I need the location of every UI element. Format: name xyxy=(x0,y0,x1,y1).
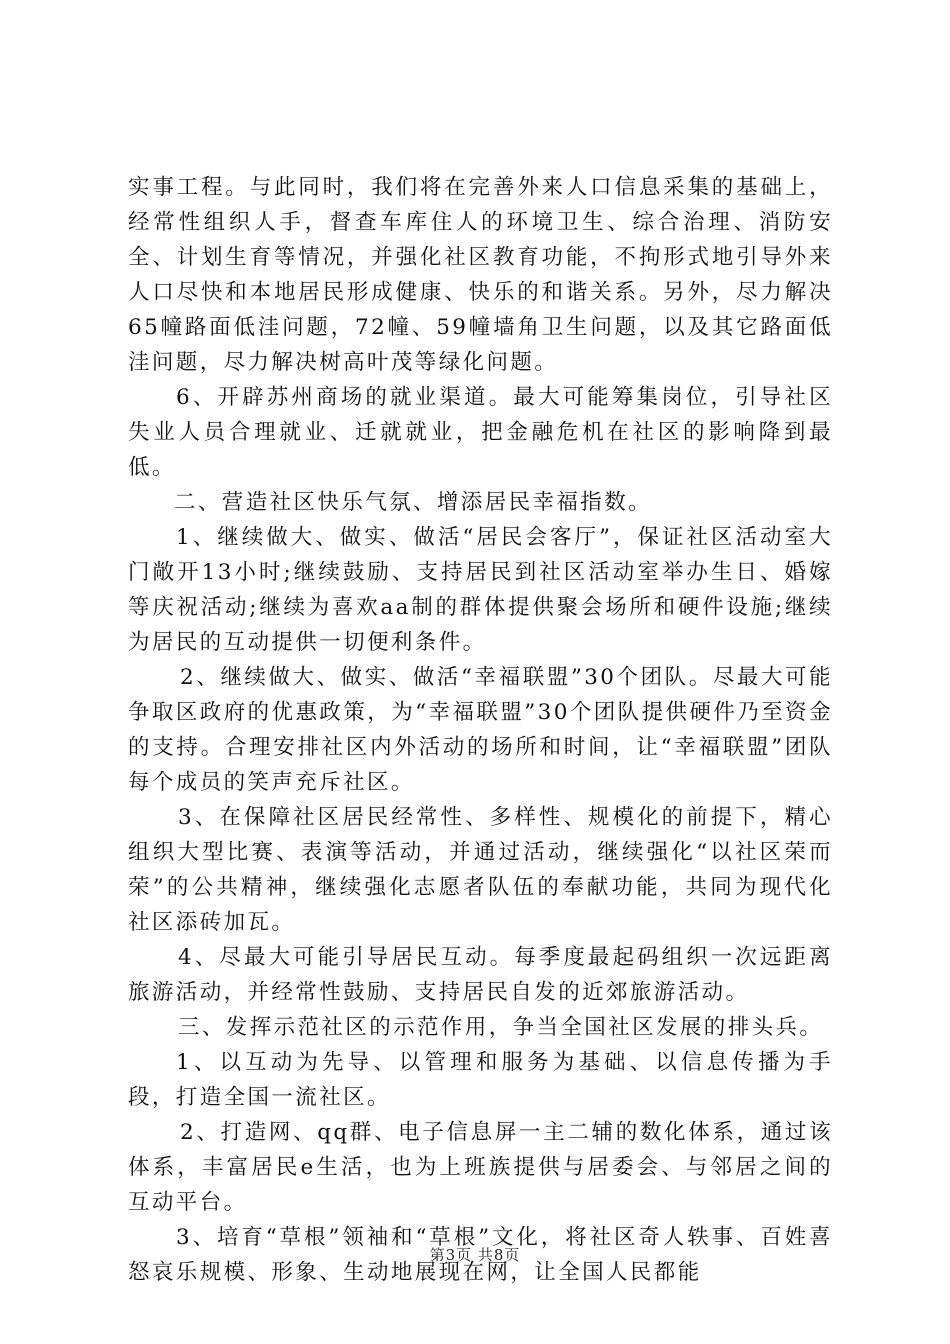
section-heading: 三、发挥示范社区的示范作用，争当全国社区发展的排头兵。 xyxy=(178,1015,824,1040)
paragraph: 1、继续做大、做实、做活“居民会客厅”，保证社区活动室大门敞开13小时;继续鼓励、支持居民到社区活动室举办生日、婚嫁等庆祝活动;继续为喜欢aa制的群体提供聚会场所和硬件设施;继续为居民的互动提供一切便利条件。 xyxy=(128,525,833,655)
paragraph: 2、继续做大、做实、做活“幸福联盟”30个团队。尽最大可能争取区政府的优惠政策，为“幸福联盟”30个团队提供硬件乃至资金的支持。合理安排社区内外活动的场所和时间，让“幸福联盟”团队每个成员的笑声充斥社区。 xyxy=(128,665,833,795)
page-number-footer: 第3页 共8页 xyxy=(429,1246,521,1264)
document-body xyxy=(128,170,833,1290)
paragraph: 4、尽最大可能引导居民互动。每季度最起码组织一次远距离旅游活动，并经常性鼓励、支持居民自发的近郊旅游活动。 xyxy=(128,945,833,1005)
paragraph: 2、打造网、qq群、电子信息屏一主二辅的数化体系，通过该体系，丰富居民e生活，也为上班族提供与居委会、与邻居之间的互动平台。 xyxy=(128,1120,833,1215)
paragraph: 6、开辟苏州商场的就业渠道。最大可能筹集岗位，引导社区失业人员合理就业、迁就就业，把金融危机在社区的影响降到最低。 xyxy=(128,385,833,480)
paragraph: 1、以互动为先导、以管理和服务为基础、以信息传播为手段，打造全国一流社区。 xyxy=(128,1050,833,1110)
paragraph: 3、培育“草根”领袖和“草根”文化，将社区奇人轶事、百姓喜怒哀乐规模、形象、生动地展现在网，让全国人民都能 xyxy=(128,1225,833,1285)
paragraph: 3、在保障社区居民经常性、多样性、规模化的前提下，精心组织大型比赛、表演等活动，并通过活动，继续强化“以社区荣而荣”的公共精神，继续强化志愿者队伍的奉献功能，共同为现代化社区添砖加瓦。 xyxy=(128,805,833,935)
paragraph: 实事工程。与此同时，我们将在完善外来人口信息采集的基础上，经常性组织人手，督查车库住人的环境卫生、综合治理、消防安全、计划生育等情况，并强化社区教育功能，不拘形式地引导外来人口尽快和本地居民形成健康、快乐的和谐关系。另外，尽力解决65幢路面低洼问题，72幢、59幢墙角卫生问题，以及其它路面低洼问题，尽力解决树高叶茂等绿化问题。 xyxy=(128,175,833,375)
section-heading: 二、营造社区快乐气氛、增添居民幸福指数。 xyxy=(174,490,653,515)
